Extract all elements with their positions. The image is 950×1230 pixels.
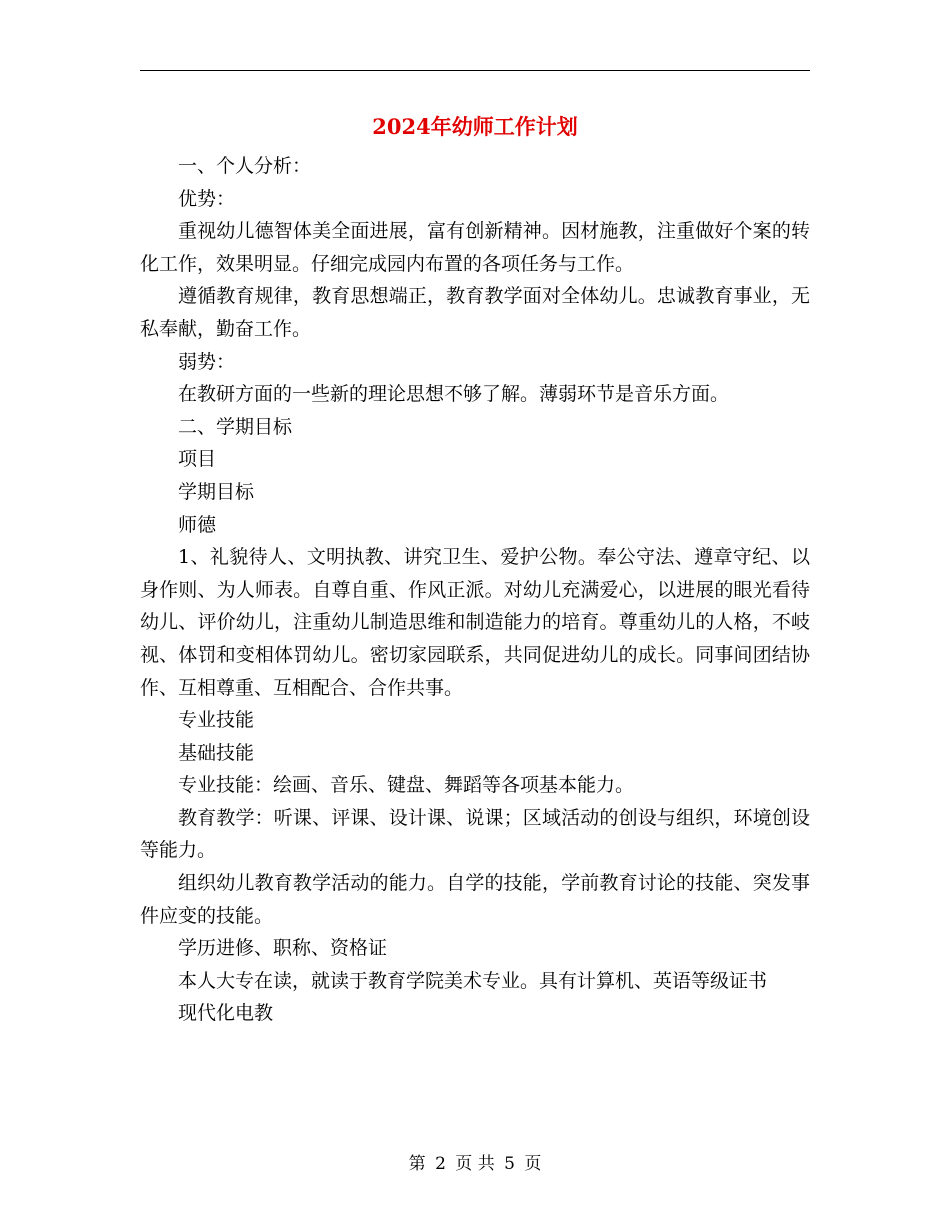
label-modern-av-teaching: 现代化电教 [178, 1002, 274, 1025]
paragraph-teacher-ethics: 1、礼貌待人、文明执教、讲究卫生、爱护公物。奉公守法、遵章守纪、以身作则、为人师表。自尊自重、作风正派。对幼儿充满爱心，以进展的眼光看待幼儿、评价幼儿，注重幼儿制造思维和制造能力的培育。尊重幼儿的人格，不岐视、体罚和变相体罚幼儿。密切家园联系，共同促进幼儿的成长。同事间团结协作、互相尊重、互相配合、合作共事。 [140, 546, 810, 699]
paragraph-organizing: 组织幼儿教育教学活动的能力。自学的技能，学前教育讨论的技能、突发事件应变的技能。 [140, 872, 810, 927]
subheading-weaknesses: 弱势： [178, 350, 236, 373]
page-label-suffix: 页 [524, 1154, 542, 1174]
label-semester-goal: 学期目标 [178, 480, 255, 503]
section-heading-goals: 二、学期目标 [178, 415, 293, 438]
label-professional-skills: 专业技能 [178, 709, 255, 732]
section-heading-analysis: 一、个人分析： [178, 155, 312, 177]
page-footer [140, 1152, 810, 1176]
document-title: 2024年幼师工作计划 [372, 114, 578, 139]
subheading-strengths: 优势： [178, 187, 236, 210]
total-pages-number: 5 [504, 1154, 515, 1174]
paragraph-strengths-1: 重视幼儿德智体美全面进展，富有创新精神。因材施教，注重做好个案的转化工作，效果明显。仔细完成园内布置的各项任务与工作。 [140, 220, 810, 275]
label-teacher-ethics: 师德 [178, 513, 217, 536]
label-item: 项目 [178, 448, 217, 471]
page-label-prefix: 第 [408, 1154, 426, 1174]
label-basic-skills: 基础技能 [178, 741, 255, 764]
label-education-credentials: 学历进修、职称、资格证 [178, 937, 388, 960]
page-label-mid: 页 共 [455, 1154, 495, 1174]
header-rule [140, 70, 810, 71]
paragraph-teaching: 教育教学：听课、评课、设计课、说课；区域活动的创设与组织，环境创设等能力。 [140, 806, 810, 862]
document-body [140, 150, 810, 1030]
current-page-number: 2 [435, 1154, 446, 1174]
paragraph-professional-skills: 专业技能：绘画、音乐、键盘、舞蹈等各项基本能力。 [178, 774, 635, 797]
paragraph-strengths-2: 遵循教育规律，教育思想端正，教育教学面对全体幼儿。忠诚教育事业，无私奉献，勤奋工作。 [140, 285, 810, 340]
paragraph-education: 本人大专在读，就读于教育学院美术专业。具有计算机、英语等级证书 [178, 969, 768, 992]
paragraph-weaknesses: 在教研方面的一些新的理论思想不够了解。薄弱环节是音乐方面。 [178, 383, 730, 406]
